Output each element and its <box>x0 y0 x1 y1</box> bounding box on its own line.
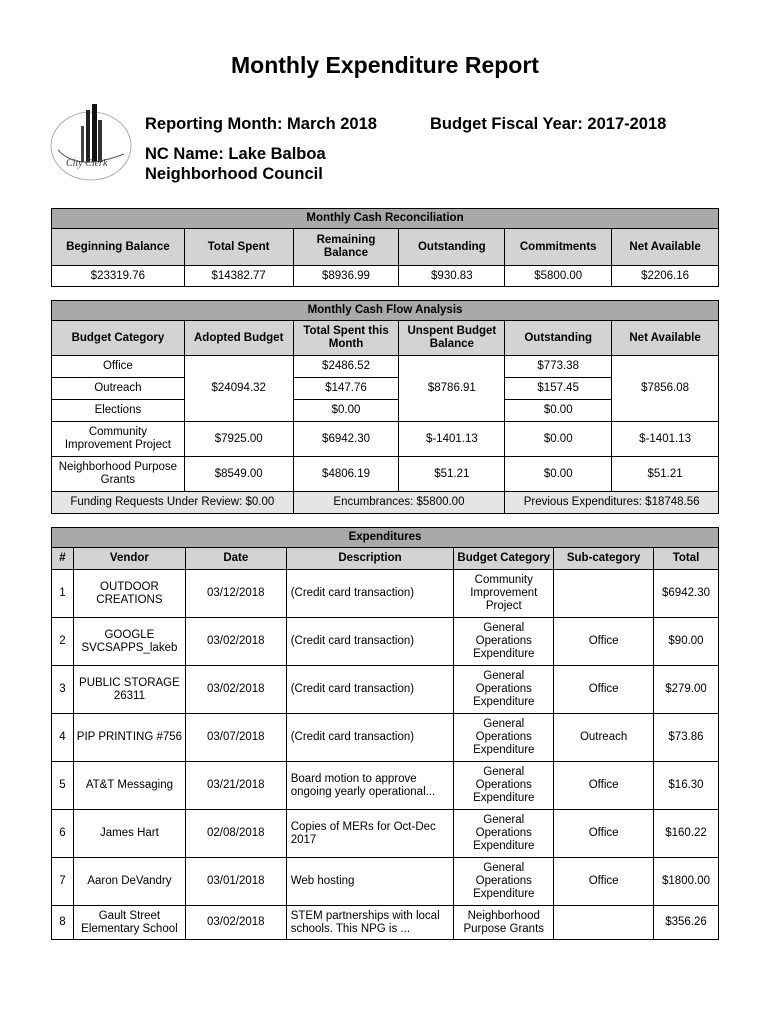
net-value: $51.21 <box>612 457 719 492</box>
description-cell: Copies of MERs for Oct-Dec 2017 <box>286 810 454 858</box>
encumbrances-summary: Encumbrances: $5800.00 <box>293 492 505 514</box>
date-cell: 03/21/2018 <box>185 762 286 810</box>
budget-category-cell: General Operations Expenditure <box>454 762 554 810</box>
budget-category-cell: General Operations Expenditure <box>454 666 554 714</box>
row-number: 1 <box>52 570 74 618</box>
nc-name-line1: NC Name: Lake Balboa <box>145 145 326 163</box>
adopted-value: $8549.00 <box>184 457 293 492</box>
description-cell: (Credit card transaction) <box>286 570 454 618</box>
row-number: 6 <box>52 810 74 858</box>
outstanding-value: $0.00 <box>505 422 612 457</box>
beginning-balance-value: $23319.76 <box>52 266 185 287</box>
date-cell: 03/02/2018 <box>185 906 286 940</box>
unspent-value: $51.21 <box>399 457 505 492</box>
col-unspent-budget: Unspent Budget Balance <box>399 321 505 356</box>
city-clerk-seal-logo <box>48 100 134 186</box>
outstanding-value: $773.38 <box>505 356 612 378</box>
total-cell: $90.00 <box>654 618 719 666</box>
row-number: 4 <box>52 714 74 762</box>
subcategory-cell: Office <box>554 618 654 666</box>
date-cell: 03/01/2018 <box>185 858 286 906</box>
expenditure-row <box>52 714 719 762</box>
remaining-balance-value: $8936.99 <box>293 266 399 287</box>
expenditures-table <box>51 527 719 940</box>
col-remaining-balance: Remaining Balance <box>293 229 399 266</box>
total-cell: $356.26 <box>654 906 719 940</box>
date-cell: 02/08/2018 <box>185 810 286 858</box>
cashflow-row-community <box>52 422 719 457</box>
net-value: $-1401.13 <box>612 422 719 457</box>
row-number: 3 <box>52 666 74 714</box>
reconciliation-title: Monthly Cash Reconciliation <box>52 209 719 229</box>
col-cf-net-available: Net Available <box>612 321 719 356</box>
nc-name-line2: Neighborhood Council <box>145 165 323 183</box>
cashflow-title: Monthly Cash Flow Analysis <box>52 301 719 321</box>
reporting-month: Reporting Month: March 2018 <box>145 115 377 133</box>
budget-category-cell: Neighborhood Purpose Grants <box>454 906 554 940</box>
expenditure-row <box>52 858 719 906</box>
col-commitments: Commitments <box>505 229 612 266</box>
col-beginning-balance: Beginning Balance <box>52 229 185 266</box>
category-label: Outreach <box>52 378 185 400</box>
budget-category-cell: Community Improvement Project <box>454 570 554 618</box>
cash-flow-table <box>51 300 719 514</box>
col-total-spent-month: Total Spent this Month <box>293 321 399 356</box>
outstanding-value: $0.00 <box>505 400 612 422</box>
cash-reconciliation-table <box>51 208 719 287</box>
row-number: 2 <box>52 618 74 666</box>
col-vendor: Vendor <box>73 548 185 570</box>
vendor-cell: GOOGLE SVCSAPPS_lakeb <box>73 618 185 666</box>
total-cell: $279.00 <box>654 666 719 714</box>
total-cell: $16.30 <box>654 762 719 810</box>
row-number: 5 <box>52 762 74 810</box>
col-date: Date <box>185 548 286 570</box>
category-label: Office <box>52 356 185 378</box>
description-cell: (Credit card transaction) <box>286 714 454 762</box>
category-label: Neighborhood Purpose Grants <box>52 457 185 492</box>
col-cf-outstanding: Outstanding <box>505 321 612 356</box>
spent-value: $147.76 <box>293 378 399 400</box>
category-label: Elections <box>52 400 185 422</box>
cashflow-row-npg <box>52 457 719 492</box>
date-cell: 03/12/2018 <box>185 570 286 618</box>
total-cell: $1800.00 <box>654 858 719 906</box>
description-cell: Web hosting <box>286 858 454 906</box>
col-total: Total <box>654 548 719 570</box>
unspent-value: $-1401.13 <box>399 422 505 457</box>
category-label: Community Improvement Project <box>52 422 185 457</box>
funding-requests-summary: Funding Requests Under Review: $0.00 <box>52 492 294 514</box>
col-adopted-budget: Adopted Budget <box>184 321 293 356</box>
expenditure-row <box>52 570 719 618</box>
subcategory-cell: Office <box>554 858 654 906</box>
expenditure-row <box>52 666 719 714</box>
cashflow-row-office <box>52 356 719 378</box>
expenditures-title: Expenditures <box>52 528 719 548</box>
subcategory-cell: Office <box>554 810 654 858</box>
date-cell: 03/02/2018 <box>185 666 286 714</box>
col-net-available: Net Available <box>612 229 719 266</box>
col-subcategory: Sub-category <box>554 548 654 570</box>
outstanding-value: $930.83 <box>399 266 505 287</box>
description-cell: (Credit card transaction) <box>286 666 454 714</box>
fiscal-year: Budget Fiscal Year: 2017-2018 <box>430 115 667 133</box>
vendor-cell: PUBLIC STORAGE 26311 <box>73 666 185 714</box>
subcategory-cell <box>554 570 654 618</box>
vendor-cell: PIP PRINTING #756 <box>73 714 185 762</box>
adopted-value: $7925.00 <box>184 422 293 457</box>
spent-value: $4806.19 <box>293 457 399 492</box>
description-cell: (Credit card transaction) <box>286 618 454 666</box>
total-cell: $6942.30 <box>654 570 719 618</box>
col-outstanding: Outstanding <box>399 229 505 266</box>
vendor-cell: AT&T Messaging <box>73 762 185 810</box>
vendor-cell: OUTDOOR CREATIONS <box>73 570 185 618</box>
expenditure-row <box>52 618 719 666</box>
description-cell: STEM partnerships with local schools. This NPG is ... <box>286 906 454 940</box>
col-total-spent: Total Spent <box>184 229 293 266</box>
expenditure-row <box>52 762 719 810</box>
outstanding-value: $0.00 <box>505 457 612 492</box>
subcategory-cell <box>554 906 654 940</box>
row-number: 7 <box>52 858 74 906</box>
vendor-cell: Aaron DeVandry <box>73 858 185 906</box>
vendor-cell: James Hart <box>73 810 185 858</box>
group-adopted-budget: $24094.32 <box>184 356 293 422</box>
spent-value: $2486.52 <box>293 356 399 378</box>
row-number: 8 <box>52 906 74 940</box>
col-budget-category: Budget Category <box>52 321 185 356</box>
col-description: Description <box>286 548 454 570</box>
budget-category-cell: General Operations Expenditure <box>454 858 554 906</box>
total-spent-value: $14382.77 <box>184 266 293 287</box>
net-available-value: $2206.16 <box>612 266 719 287</box>
spent-value: $0.00 <box>293 400 399 422</box>
subcategory-cell: Office <box>554 762 654 810</box>
vendor-cell: Gault Street Elementary School <box>73 906 185 940</box>
budget-category-cell: General Operations Expenditure <box>454 714 554 762</box>
expenditure-row <box>52 906 719 940</box>
spent-value: $6942.30 <box>293 422 399 457</box>
previous-expenditures-summary: Previous Expenditures: $18748.56 <box>505 492 719 514</box>
budget-category-cell: General Operations Expenditure <box>454 618 554 666</box>
outstanding-value: $157.45 <box>505 378 612 400</box>
subcategory-cell: Outreach <box>554 714 654 762</box>
commitments-value: $5800.00 <box>505 266 612 287</box>
date-cell: 03/02/2018 <box>185 618 286 666</box>
svg-text:City Clerk: City Clerk <box>66 158 108 169</box>
group-net-available: $7856.08 <box>612 356 719 422</box>
description-cell: Board motion to approve ongoing yearly operational... <box>286 762 454 810</box>
budget-category-cell: General Operations Expenditure <box>454 810 554 858</box>
total-cell: $160.22 <box>654 810 719 858</box>
subcategory-cell: Office <box>554 666 654 714</box>
col-exp-budget-category: Budget Category <box>454 548 554 570</box>
total-cell: $73.86 <box>654 714 719 762</box>
col-number: # <box>52 548 74 570</box>
report-title: Monthly Expenditure Report <box>231 52 539 78</box>
date-cell: 03/07/2018 <box>185 714 286 762</box>
group-unspent-balance: $8786.91 <box>399 356 505 422</box>
expenditure-row <box>52 810 719 858</box>
